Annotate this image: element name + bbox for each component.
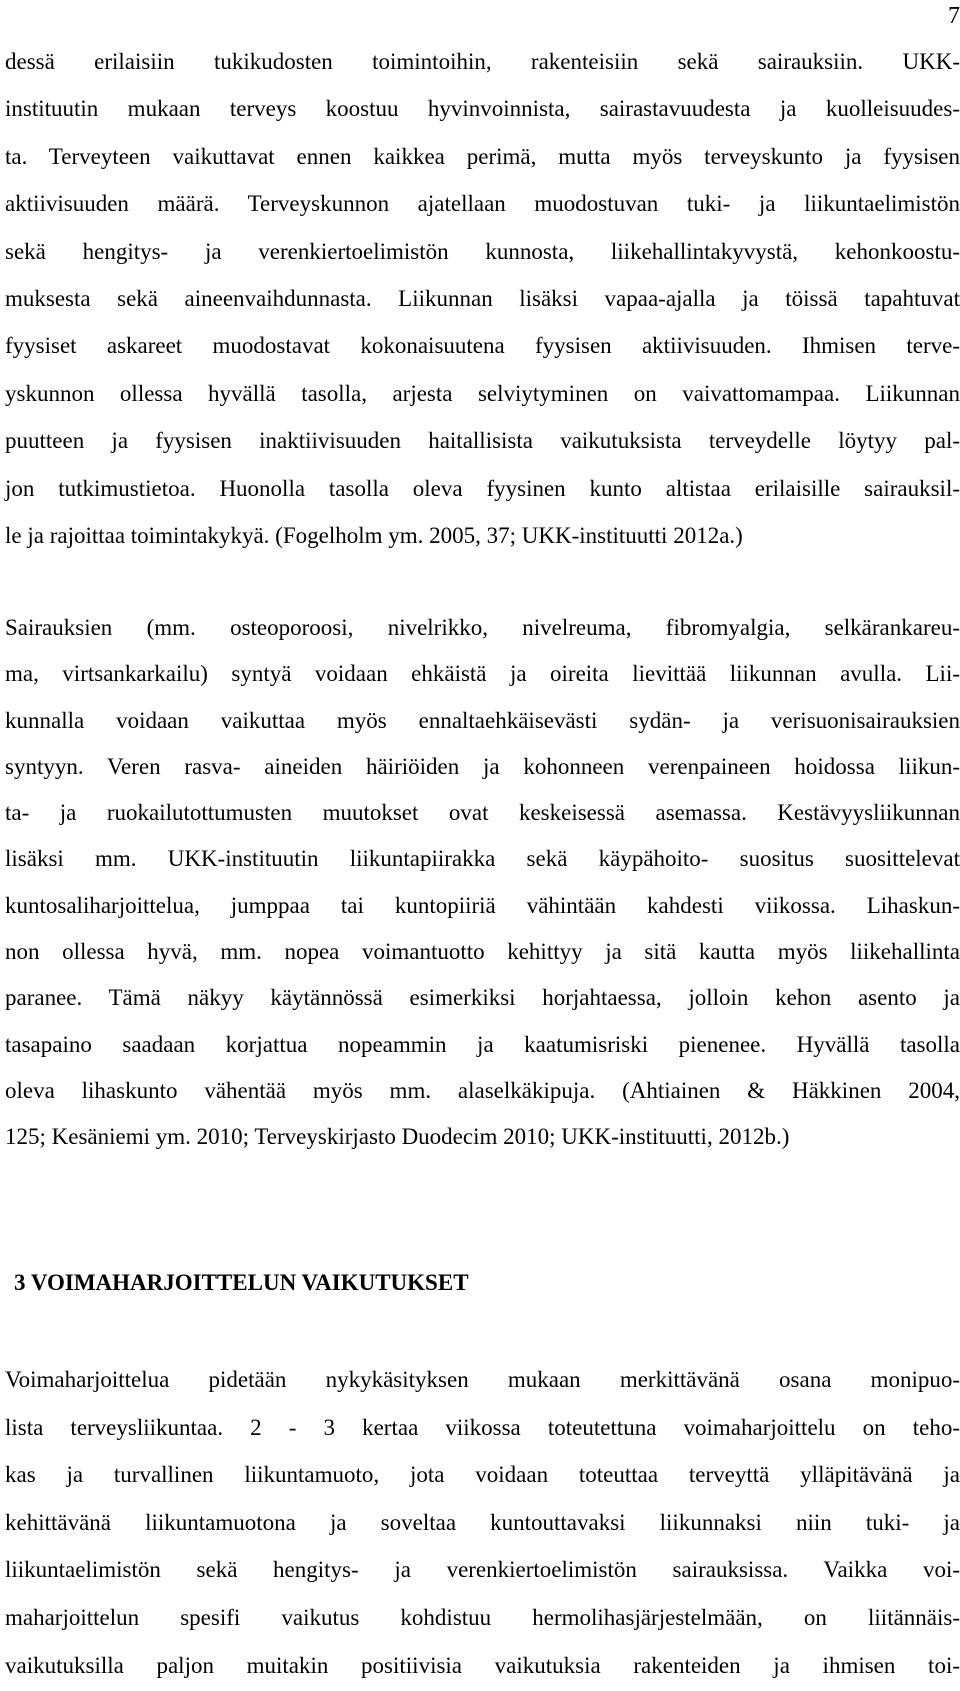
text-line: kunnalla voidaan vaikuttaa myös ennaltaehkäisevästi sydän- ja verisuonisairauksien [5,707,960,733]
text-line: puutteen ja fyysisen inaktiivisuuden haitallisista vaikutuksista terveydelle löytyy pal- [5,428,960,454]
text-line: non ollessa hyvä, mm. nopea voimantuotto kehittyy ja sitä kautta myös liikehallinta [5,939,960,965]
text-line: oleva lihaskunto vähentää myös mm. alaselkäkipuja. (Ahtiainen & Häkkinen 2004, [5,1077,960,1103]
text-line: kas ja turvallinen liikuntamuoto, jota voidaan toteuttaa terveyttä ylläpitävänä ja [5,1462,960,1488]
text-line: ta- ja ruokailutottumusten muutokset ovat keskeisessä asemassa. Kestävyysliikunnan [5,800,960,826]
text-line: dessä erilaisiin tukikudosten toimintoihin, rakenteisiin sekä sairauksiin. UKK- [5,49,960,74]
section-paragraph [5,1356,960,1689]
section-heading: 3 VOIMAHARJOITTELUN VAIKUTUKSET [14,1270,469,1295]
text-line: instituutin mukaan terveys koostuu hyvinvoinnista, sairastavuudesta ja kuolleisuudes- [5,96,960,122]
text-line: lisäksi mm. UKK-instituutin liikuntapiirakka sekä käypähoito- suositus suosittelevat [5,846,960,872]
text-line: aktiivisuuden määrä. Terveyskunnon ajatellaan muodostuvan tuki- ja liikuntaelimistön [5,191,960,217]
text-line: muksesta sekä aineenvaihdunnasta. Liikunnan lisäksi vapaa-ajalla ja töissä tapahtuvat [5,285,960,311]
text-line: fyysiset askareet muodostavat kokonaisuutena fyysisen aktiivisuuden. Ihmisen terve- [5,333,960,359]
text-line: tasapaino saadaan korjattua nopeammin ja kaatumisriski pienenee. Hyvällä tasolla [5,1031,960,1057]
text-line: lista terveysliikuntaa. 2 - 3 kertaa viikossa toteutettuna voimaharjoittelu on teho- [5,1414,960,1440]
text-line: maharjoittelun spesifi vaikutus kohdistuu hermolihasjärjestelmään, on liitännäis- [5,1604,960,1630]
page-number: 7 [948,3,960,29]
body-paragraph-2 [5,605,960,1161]
text-line: kuntosaliharjoittelua, jumppaa tai kuntopiiriä vähintään kahdesti viikossa. Lihaskun- [5,892,960,918]
text-line: ma, virtsankarkailu) syntyä voidaan ehkäistä ja oireita lievittää liikunnan avulla. Lii- [5,661,960,687]
text-line: paranee. Tämä näkyy käytännössä esimerkiksi horjahtaessa, jolloin kehon asento ja [5,985,960,1011]
text-line: vaikutuksilla paljon muitakin positiivisia vaikutuksia rakenteiden ja ihmisen toi- [5,1652,960,1678]
text-line: syntyyn. Veren rasva- aineiden häiriöiden ja kohonneen verenpaineen hoidossa liikun- [5,753,960,779]
text-line: ta. Terveyteen vaikuttavat ennen kaikkea perimä, mutta myös terveyskunto ja fyysisen [5,143,960,169]
text-line: Voimaharjoittelua pidetään nykykäsityksen mukaan merkittävänä osana monipuo- [5,1367,960,1392]
text-line: kehittävänä liikuntamuotona ja soveltaa kuntouttavaksi liikunnaksi niin tuki- ja [5,1509,960,1535]
text-line: jon tutkimustietoa. Huonolla tasolla oleva fyysinen kunto altistaa erilaisille sairauksil- [5,475,960,501]
body-paragraph-1 [5,38,960,559]
text-line: yskunnon ollessa hyvällä tasolla, arjesta selviytyminen on vaivattomampaa. Liikunnan [5,380,960,406]
text-line: Sairauksien (mm. osteoporoosi, nivelrikko, nivelreuma, fibromyalgia, selkärankareu- [5,615,960,640]
text-line: sekä hengitys- ja verenkiertoelimistön kunnosta, liikehallintakyvystä, kehonkoostu- [5,238,960,264]
text-line: le ja rajoittaa toimintakykyä. (Fogelholm ym. 2005, 37; UKK-instituutti 2012a.) [5,522,743,548]
text-line: liikuntaelimistön sekä hengitys- ja verenkiertoelimistön sairauksissa. Vaikka voi- [5,1557,960,1583]
text-line: 125; Kesäniemi ym. 2010; Terveyskirjasto Duodecim 2010; UKK-instituutti, 2012b.) [5,1124,790,1150]
